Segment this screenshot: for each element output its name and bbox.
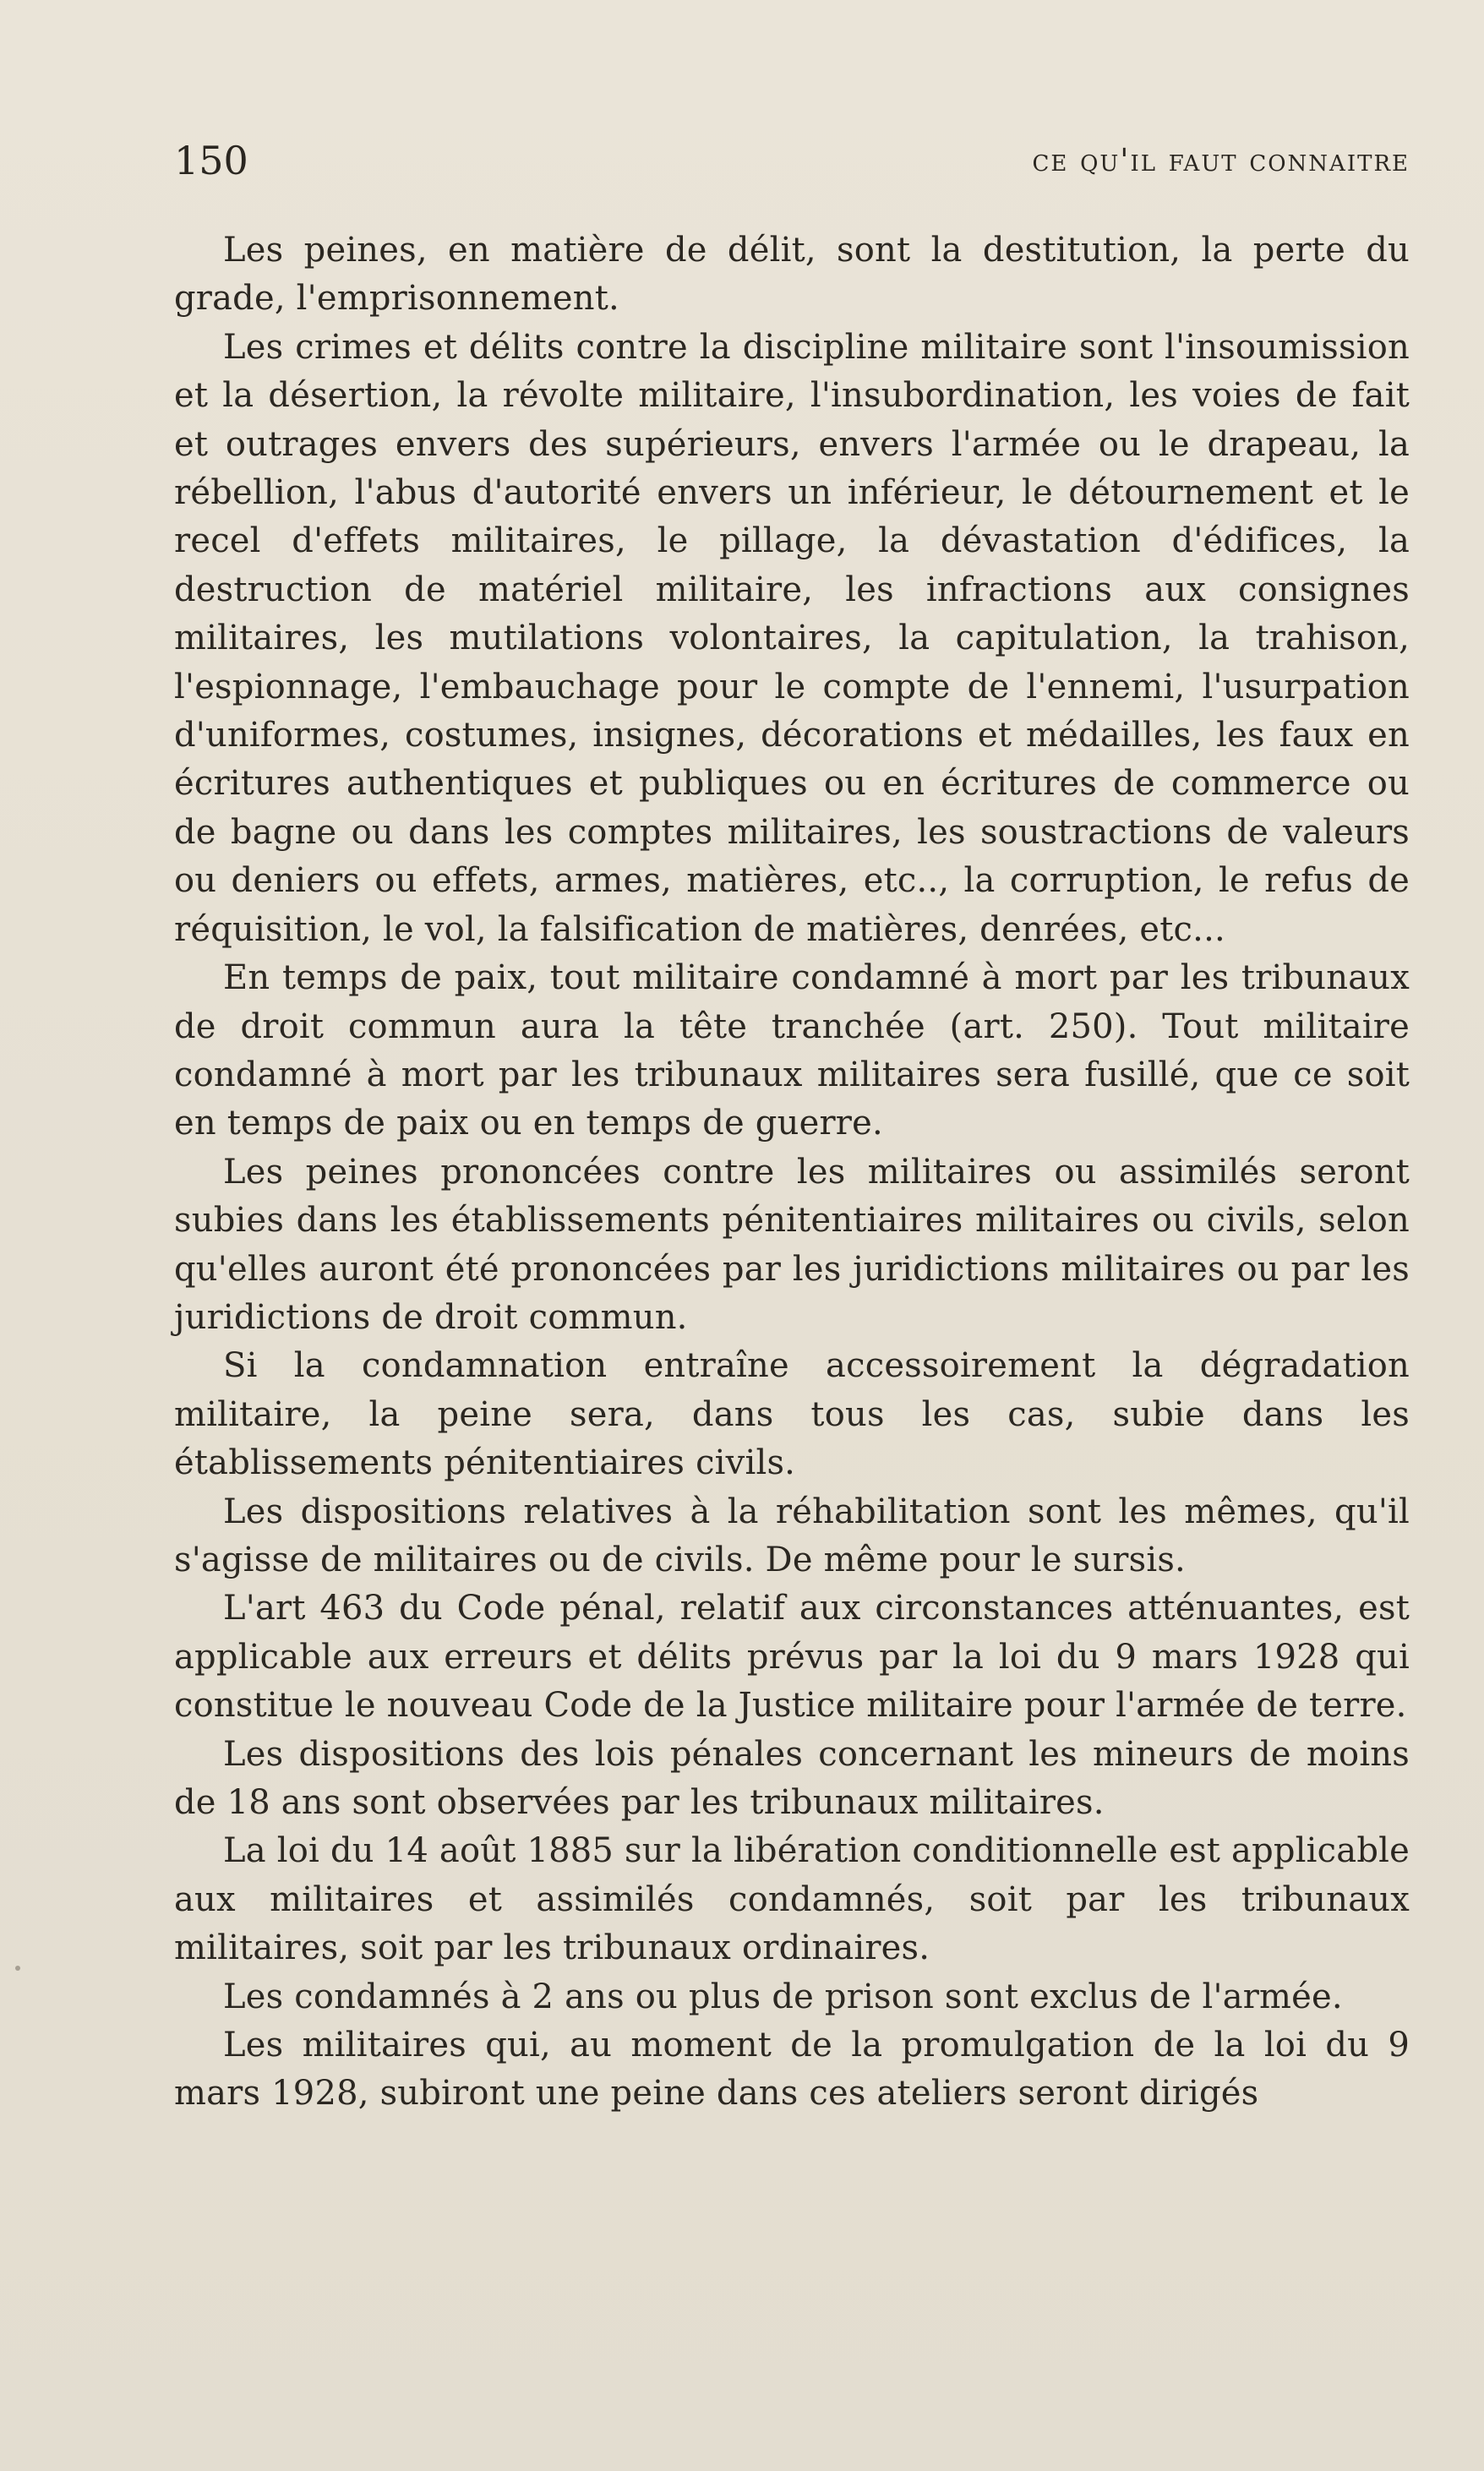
paragraph: Les dispositions des lois pénales concernant les mineurs de moins de 18 ans sont observées par les tribunaux militaires.: [174, 1734, 1410, 1822]
paragraph: En temps de paix, tout militaire condamné à mort par les tribunaux de droit commun aura la tête tranchée (art. 250). Tout militaire condamné à mort par les tribunaux militaires sera fusillé, que ce soit en temps de paix ou en temps de guerre.: [174, 958, 1410, 1143]
paragraph: Si la condamnation entraîne accessoirement la dégradation militaire, la peine sera, dans tous les cas, subie dans les établissements pénitentiaires civils.: [174, 1346, 1410, 1483]
paragraph: Les peines, en matière de délit, sont la destitution, la perte du grade, l'emprisonnement.: [174, 231, 1410, 319]
paragraph: Les peines prononcées contre les militaires ou assimilés seront subies dans les établissements pénitentiaires militaires ou civils, selon qu'elles auront été prononcées par les juridictions militaires ou par les juridictions de droit commun.: [174, 1152, 1410, 1337]
paragraph: Les crimes et délits contre la discipline militaire sont l'insoumission et la désertion, la révolte militaire, l'insubordination, les voies de fait et outrages envers des supérieurs, envers l'armée ou le drapeau, la rébellion, l'abus d'autorité envers un inférieur, le détournement et le recel d'effets militaires, le pillage, la dévastation d'édifices, la destruction de matériel militaire, les infractions aux consignes militaires, les mutilations volontaires, la capitulation, la trahison, l'espionnage, l'embauchage pour le compte de l'ennemi, l'usurpation d'uniformes, costumes, insignes, décorations et médailles, les faux en écritures authentiques et publiques ou en écritures de commerce ou de bagne ou dans les comptes militaires, les soustractions de valeurs ou deniers ou effets, armes, matières, etc.., la corruption, le refus de réquisition, le vol, la falsification de matières, denrées, etc...: [174, 327, 1410, 949]
page-number: 150: [174, 138, 248, 183]
paragraph: L'art 463 du Code pénal, relatif aux circonstances atténuantes, est applicable aux erreurs et délits prévus par la loi du 9 mars 1928 qui constitue le nouveau Code de la Justice militaire pour l'armée de terre.: [174, 1589, 1410, 1726]
paragraph: Les militaires qui, au moment de la promulgation de la loi du 9 mars 1928, subiront une peine dans ces ateliers seront dirigés: [174, 2026, 1410, 2114]
running-head: ce qu'il faut connaitre: [1032, 142, 1410, 178]
paragraph: La loi du 14 août 1885 sur la libération conditionnelle est applicable aux militaires et assimilés condamnés, soit par les tribunaux militaires, soit par les tribunaux ordinaires.: [174, 1831, 1410, 1968]
body-text: [174, 226, 1410, 2119]
paragraph: Les dispositions relatives à la réhabilitation sont les mêmes, qu'il s'agisse de militaires ou de civils. De même pour le sursis.: [174, 1492, 1410, 1579]
margin-speck: [15, 1966, 20, 1971]
page-header: [174, 135, 1410, 186]
paragraph: Les condamnés à 2 ans ou plus de prison sont exclus de l'armée.: [223, 1977, 1343, 2016]
